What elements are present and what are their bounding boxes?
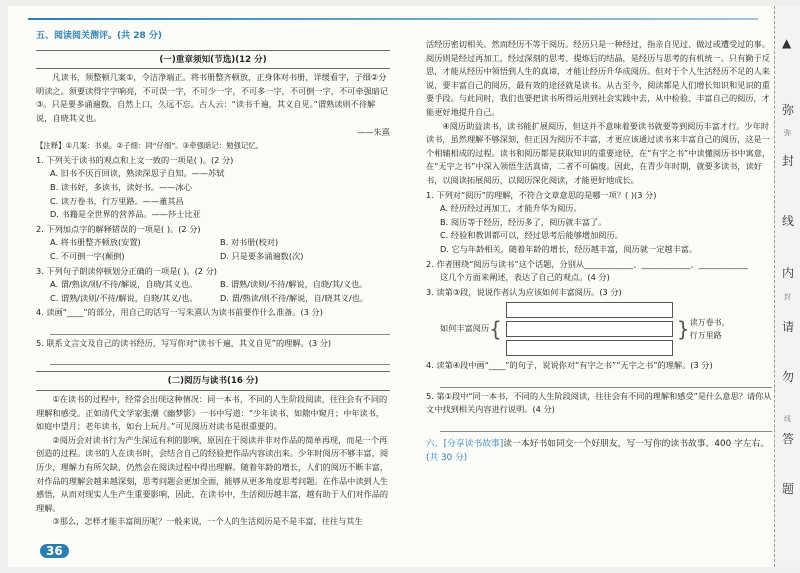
passage2-para3-cont: 活经历密切相关。然而经历不等于阅历。经历只是一种经过，指亲自见过、做过或遭受过的事。阅历则是经过再加工，经过深刻的思考、提炼后的结晶，是经历与思考的有机统一。只有勤于反思，才能从经历中领悟到人生的真谛，才能让经历升华成阅历。但对于个人生活经历不足的人来说，要丰富自己的阅历，最有效的途径就是读书。从古至今，阅读都是人们增长知识和见识的重要手段。与此同时，我们也要把读书所得运用到社会实践中去，从中检验、丰富自己的阅历，才能更好地提升自己。 (426, 39, 770, 117)
rocket-icon: ▲ (782, 36, 792, 50)
q5-stem: 5. 联系文言文及自己的读书经历，写写你对“读书千遍，其义自见”的理解。(3 分) (36, 337, 332, 348)
section6-label: 六、 (426, 439, 444, 450)
rq5-answer-line[interactable] (440, 419, 772, 432)
rq3-diagram: 如何丰富阅历 { } 读万卷书， 行万里路 (440, 302, 772, 356)
section6-text: 读一本好书如同交一个好朋友，写一写你的读书故事。400 字左右。 (503, 439, 770, 450)
seal-char-8: 题 (782, 482, 795, 496)
q1-option-b[interactable]: B. 读书好，多读书，读好书。——冰心 (50, 181, 192, 192)
q3-option-a[interactable]: A. 谓/熟读/则/不待/解说，自晓/其义也。 (50, 279, 198, 290)
left-column (36, 30, 390, 529)
passage2-para2: ②阅历会对读书行为产生深远有利的影响，原因在于阅读并非对作品的简单再现，而是一个再创造的过程。读书的人在读书时，会结合自己的经验把作品内容读出来。少年时阅历不够丰富，阅历少，理解力有所欠缺，仍然会在阅读过程中得出理解。随着年龄的增长，人们的阅历不断丰富，对作品的理解会越来越深刻，思考问题会更加全面，能够从更多角度思考问题。在作品中读到人生感悟，从而对现实人生产生重要影响，因此，在读书中，生活阅历越丰富，越有助于人们对作品的理解。 (36, 434, 389, 513)
rq1-stem: 1. 下列对“阅历”的理解，不符合文章意思的是哪一项？( )(3 分) (426, 189, 657, 200)
seal-small-3: 线 (784, 415, 791, 423)
seal-char-6: 勿 (782, 370, 795, 384)
rq3-stem: 3. 读第③段，说说作者认为应该如何丰富阅历。(3 分) (426, 286, 622, 297)
q1-option-c[interactable]: C. 读万卷书，行万里路。——董其昌 (50, 195, 184, 206)
rq1-option-c[interactable]: C. 经验和教训都可以，经过思考后能够增加阅历。 (440, 230, 623, 241)
q1-option-d[interactable]: D. 书籍是全世界的营养品。——莎士比亚 (50, 209, 201, 220)
passage1-author: ——朱熹 (357, 126, 390, 137)
rq3-box-3[interactable] (506, 340, 673, 356)
seal-char-7: 答 (782, 432, 795, 446)
passage1-text: 凡读书，须整顿几案①，令洁净端正。将书册整齐顿放，正身体对书册，详缓看字，子细②分明读之。须要读得字字响亮，不可误一字，不可少一字，不可多一字，不可倒一字，不可牵强暗记③。只是要多诵遍数，自然上口，久远不忘。古人云：“读书千遍，其义自见。”谓熟读则不待解说，自晓其义也。 (36, 72, 389, 123)
seal-small-2: 封 (784, 293, 791, 301)
top-decoration (28, 18, 758, 20)
passage2-para4: ④阅历助益读书，读书能扩展阅历，但这并不意味着要读书就要等到阅历丰富才行。少年时读书，虽然理解不够深刻，但正因为阅历不丰富，才更应该通过读书来丰富自己的阅历，这是一个相辅相成的过程。读书和阅历都是获取知识的重要途径，在“有字之书”中读懂阅历书中寓意，在“无字之书”中深入领悟生活真谛，二者不可偏废。因此，在青少年时期，就要多读书，读好书，以阅读拓展阅历，以阅历深化阅读，才能更好地成长。 (426, 120, 771, 185)
rq1-option-d[interactable]: D. 它与年龄相关，随着年龄的增长，经历越丰富，阅历就一定越丰富。 (440, 243, 698, 254)
rq3-label: 如何丰富阅历 (440, 323, 490, 334)
q3-option-b[interactable]: B. 谓熟/读则/不待/解说，自晓/其/义也。 (220, 279, 368, 290)
worksheet-page (8, 6, 784, 567)
rq2-stem: 2. 作者围绕“阅历与读书”这个话题，分别从____________、____________、____________ (426, 258, 748, 269)
seal-line-strip (774, 6, 800, 567)
seal-char-3: 线 (782, 214, 795, 228)
q4-answer-line[interactable] (50, 322, 390, 335)
rq5-stem: 5. 第①段中“同一本书，不同的人生阶段阅读，往往会有不同的理解和感受”是什么意思？请你从文中找到相关内容进行说明。(4 分) (426, 390, 772, 415)
rq3-box-2[interactable] (506, 321, 673, 337)
rq3-box-1[interactable] (506, 302, 673, 318)
seal-char-1: 弥 (782, 103, 795, 117)
q2-option-b[interactable]: B. 对书册(校对) (220, 237, 279, 248)
passage2-para1: ①在读书的过程中，经常会出现这种情况：同一本书，不同的人生阶段阅读，往往会有不同的理解和感受。正如清代文学家张潮《幽梦影》一书中写道：“少年读书，如隙中窥月；中年读书，如庭中望月；老年读书，如台上玩月。”可见阅历对读书是很重要的。 (36, 394, 388, 432)
rq4-answer-line[interactable] (440, 375, 772, 388)
rq3-end-2: 行万里路 (689, 331, 722, 341)
section6-tag: [分享读书故事] (443, 439, 504, 450)
q2-option-d[interactable]: D. 只是要多诵遍数(次) (220, 250, 304, 261)
part1-title: (一)重章须知(节选)(12 分) (159, 54, 267, 65)
q2-option-a[interactable]: A. 将书册整齐顿放(安置) (50, 237, 141, 248)
q1-stem: 1. 下列关于读书的观点和上文一致的一项是( )。(2 分) (36, 154, 234, 165)
seal-char-4: 内 (782, 266, 795, 280)
rq4-stem: 4. 读第④段中画“____”的句子，说说你对“有字之书”“无字之书”的理解。(3 分) (426, 360, 713, 371)
passage2-para3-start: ③那么，怎样才能丰富阅历呢？一般来说，一个人的生活阅历是不是丰富，往往与其生 (52, 516, 363, 527)
q3-option-c[interactable]: C. 谓熟/读则/不待/解说，自晓/其义/也。 (50, 292, 198, 303)
rq1-option-b[interactable]: B. 阅历等于经历，经历多了，阅历就丰富了。 (440, 216, 607, 227)
section6-points: (共 30 分) (426, 452, 468, 463)
q2-option-c[interactable]: C. 不可倒一字(颠倒) (50, 250, 125, 261)
section5-title: 五、阅读阅关测评。(共 28 分) (36, 31, 163, 41)
part2-title: (二)阅历与读书(16 分) (167, 376, 259, 387)
q4-stem: 4. 读画“____”的部分，用自己的话写一写朱熹认为读书前要作什么准备。(3 分) (36, 307, 323, 318)
q1-option-a[interactable]: A. 旧书不厌百回读，熟读深思子自知。——苏轼 (50, 168, 225, 179)
q3-stem: 3. 下列句子朗读停顿划分正确的一项是( )。(2 分) (36, 265, 217, 276)
note: 【注释】①几案：书桌。②子细：同“仔细”。③牵强暗记：勉强记忆。 (36, 141, 264, 151)
q2-stem: 2. 下列加点字的解释错误的一项是( )。(2 分) (36, 223, 201, 234)
seal-char-5: 请 (782, 320, 795, 334)
right-column (426, 38, 772, 465)
q5-answer-line[interactable] (50, 352, 390, 365)
q3-option-d[interactable]: D. 谓/熟读/则不待/解说，自/晓其义/也。 (220, 292, 369, 303)
rq2-cont: 这几个方面来阐述，表达了自己的观点。(4 分) (440, 272, 610, 283)
rq3-end-1: 读万卷书， (689, 318, 730, 328)
page-number: 36 (40, 544, 69, 558)
seal-char-2: 封 (782, 154, 795, 168)
seal-small-1: 弥 (784, 129, 791, 137)
rq1-option-a[interactable]: A. 经历经过再加工，才能升华为阅历。 (440, 203, 582, 214)
